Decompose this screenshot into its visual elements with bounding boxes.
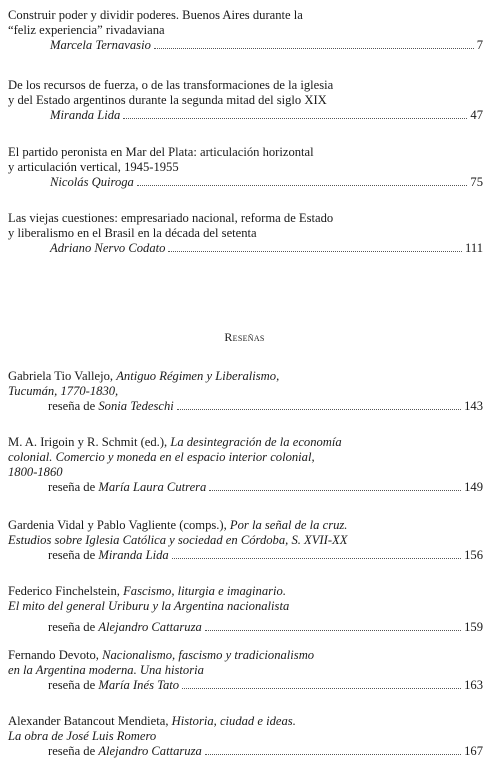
page-number: 159	[464, 620, 483, 634]
review-book-title-line: El mito del general Uriburu y la Argentina nacionalista	[8, 599, 290, 613]
review-prefix: reseña de	[48, 678, 96, 692]
review-book-title: Antiguo Régimen y Liberalismo,	[116, 369, 280, 383]
review-prefix: reseña de	[48, 744, 96, 758]
review-entry[interactable]	[8, 584, 483, 635]
review-book-author: Federico Finchelstein,	[8, 584, 124, 598]
reviewer-name: Alejandro Cattaruza	[98, 620, 202, 634]
review-book-line	[8, 584, 483, 599]
review-entry[interactable]	[8, 518, 483, 563]
review-book-line	[8, 714, 483, 729]
page-number: 75	[470, 175, 483, 189]
article-author: Nicolás Quiroga	[50, 175, 134, 189]
reviewer-name: Sonia Tedeschi	[98, 399, 174, 413]
page-number: 143	[464, 399, 483, 413]
review-book-line	[8, 435, 483, 450]
article-title-line: Construir poder y dividir poderes. Buenos Aires durante la	[8, 8, 303, 22]
article-title-line: y liberalismo en el Brasil en la década del setenta	[8, 226, 257, 240]
article-entry[interactable]	[8, 78, 483, 123]
article-author-line	[8, 38, 483, 53]
review-prefix: reseña de	[48, 620, 96, 634]
article-title-line: “feliz experiencia” rivadaviana	[8, 23, 165, 37]
review-entry[interactable]	[8, 435, 483, 495]
review-book-line	[8, 648, 483, 663]
article-entry[interactable]	[8, 8, 483, 53]
review-book-title-line: La obra de José Luis Romero	[8, 729, 157, 743]
dot-leader	[154, 48, 474, 49]
review-book-title-line: Estudios sobre Iglesia Católica y sociedad en Córdoba, S. XVII-XX	[8, 533, 348, 547]
article-entry[interactable]	[8, 145, 483, 190]
review-book-author: Fernando Devoto,	[8, 648, 103, 662]
review-book-line	[8, 518, 483, 533]
article-author: Adriano Nervo Codato	[50, 241, 166, 255]
dot-leader	[123, 118, 467, 119]
article-title-line: y del Estado argentinos durante la segunda mitad del siglo XIX	[8, 93, 327, 107]
review-entry[interactable]	[8, 648, 483, 693]
page-number: 47	[470, 108, 483, 122]
review-book-author: M. A. Irigoin y R. Schmit (ed.),	[8, 435, 171, 449]
dot-leader	[205, 754, 461, 755]
review-book-line	[8, 369, 483, 384]
page-number: 149	[464, 480, 483, 494]
review-book-author: Alexander Batancout Mendieta,	[8, 714, 172, 728]
article-title-line: y articulación vertical, 1945-1955	[8, 160, 179, 174]
page-number: 111	[465, 241, 483, 255]
article-title-line: Las viejas cuestiones: empresariado nacional, reforma de Estado	[8, 211, 334, 225]
dot-leader	[209, 490, 461, 491]
article-entry[interactable]	[8, 211, 483, 256]
review-prefix: reseña de	[48, 548, 96, 562]
review-book-title: Historia, ciudad e ideas.	[171, 714, 296, 728]
article-author: Miranda Lida	[50, 108, 121, 122]
review-book-title-line: en la Argentina moderna. Una historia	[8, 663, 204, 677]
article-author-line	[8, 241, 483, 256]
review-prefix: reseña de	[48, 399, 96, 413]
dot-leader	[168, 251, 462, 252]
article-title-line: De los recursos de fuerza, o de las transformaciones de la iglesia	[8, 78, 334, 92]
review-book-title: La desintegración de la economía	[170, 435, 342, 449]
review-book-title: Fascismo, liturgia e imaginario.	[123, 584, 286, 598]
review-reviewer-line	[8, 678, 483, 693]
review-book-title-line: Tucumán, 1770-1830,	[8, 384, 119, 398]
page-number: 7	[476, 38, 483, 52]
review-book-title: Nacionalismo, fascismo y tradicionalismo	[102, 648, 315, 662]
reviews-section-heading: Reseñas	[224, 330, 265, 344]
page-number: 156	[464, 548, 483, 562]
review-reviewer-line	[8, 620, 483, 635]
review-reviewer-line	[8, 480, 483, 495]
review-entry[interactable]	[8, 369, 483, 414]
article-author: Marcela Ternavasio	[50, 38, 151, 52]
review-book-title-line: 1800-1860	[8, 465, 63, 479]
reviewer-name: María Inés Tato	[98, 678, 180, 692]
page-number: 163	[464, 678, 483, 692]
review-entry[interactable]	[8, 714, 483, 759]
dot-leader	[182, 688, 461, 689]
reviewer-name: Alejandro Cattaruza	[98, 744, 202, 758]
review-prefix: reseña de	[48, 480, 96, 494]
article-author-line	[8, 175, 483, 190]
page-number: 167	[464, 744, 483, 758]
review-reviewer-line	[8, 744, 483, 759]
review-reviewer-line	[8, 399, 483, 414]
review-reviewer-line	[8, 548, 483, 563]
dot-leader	[137, 185, 468, 186]
article-author-line	[8, 108, 483, 123]
dot-leader	[177, 409, 461, 410]
dot-leader	[172, 558, 461, 559]
article-title-line: El partido peronista en Mar del Plata: articulación horizontal	[8, 145, 314, 159]
review-book-title: Por la señal de la cruz.	[229, 518, 348, 532]
reviewer-name: Miranda Lida	[98, 548, 169, 562]
review-book-author: Gardenia Vidal y Pablo Vagliente (comps.),	[8, 518, 230, 532]
review-book-title-line: colonial. Comercio y moneda en el espacio interior colonial,	[8, 450, 315, 464]
dot-leader	[205, 630, 461, 631]
review-book-author: Gabriela Tio Vallejo,	[8, 369, 117, 383]
reviewer-name: María Laura Cutrera	[98, 480, 207, 494]
